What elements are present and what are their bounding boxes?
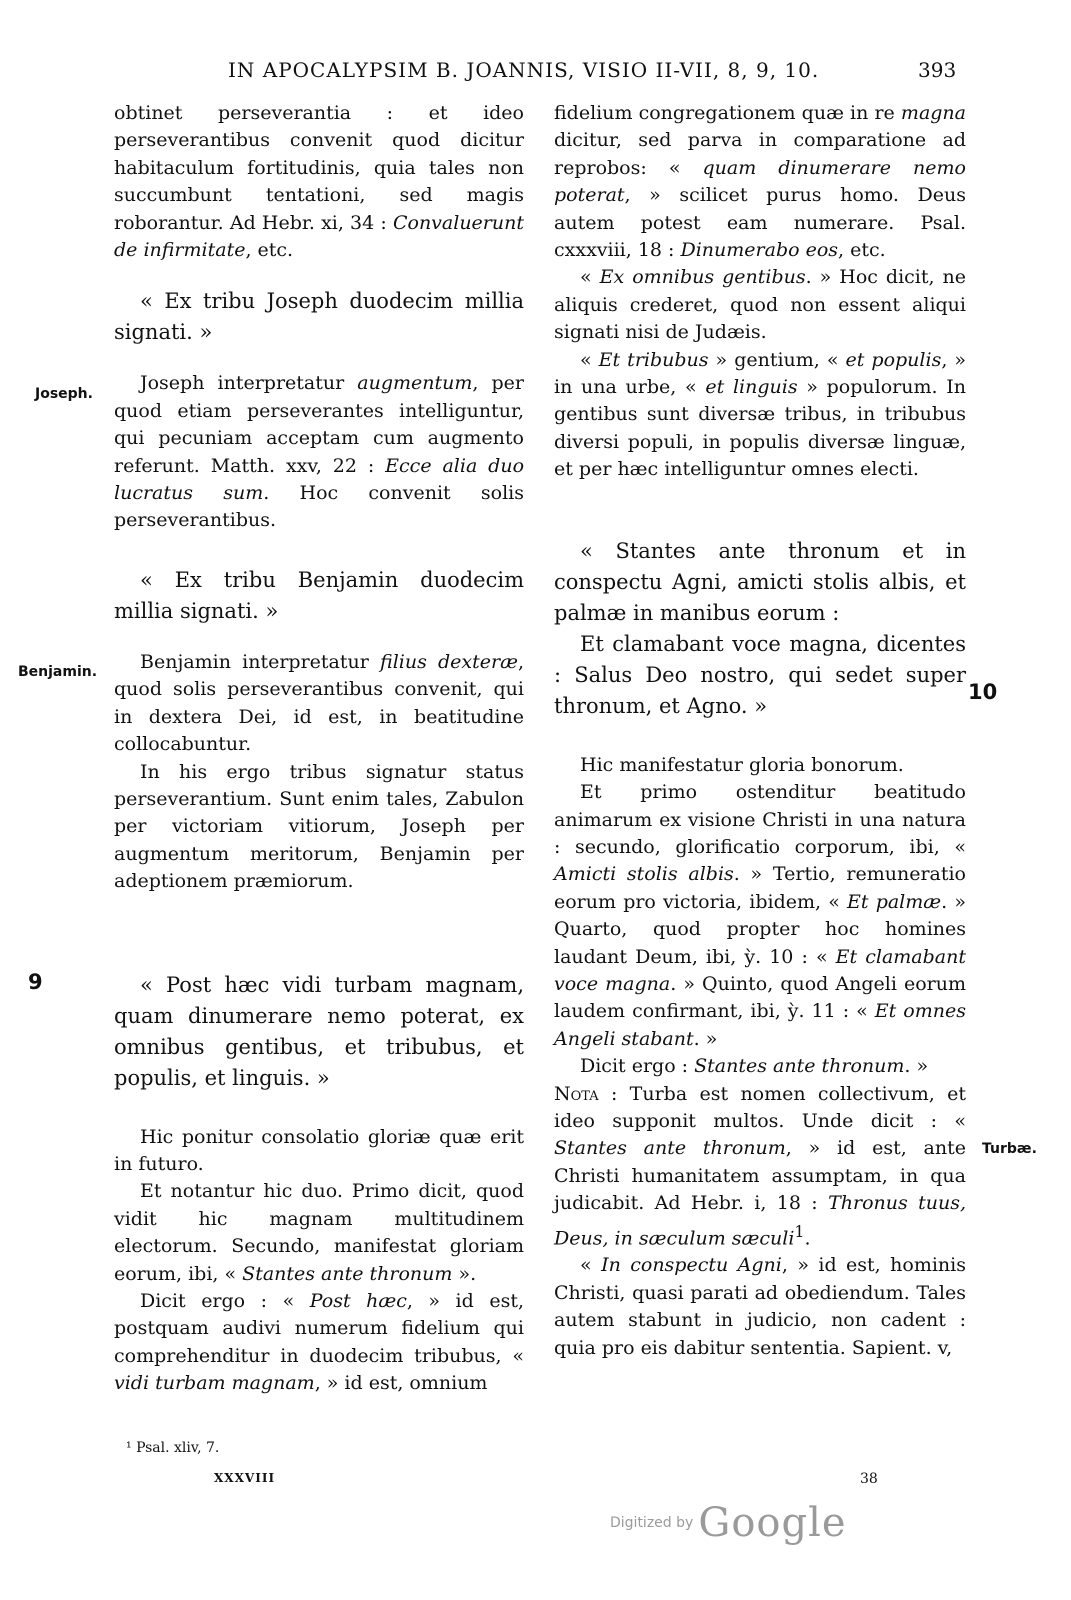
paragraph: « Ex omnibus gentibus. » Hoc dicit, ne aliquis crederet, quod non essent aliqui signati nisi de Judæis. [554,266,967,344]
watermark-small-text: Digitized by [610,1515,694,1531]
paragraph: « Et tribubus » gentium, « et populis, » in una urbe, « et linguis » populorum. In gentibus sunt diversæ tribus, in tribubus diversi populi, in populis diversæ linguæ, et per hæc intelliguntur omnes electi. [554,348,967,481]
margin-note-turbae: Turbæ. [982,1141,1037,1157]
paragraph: Dicit ergo : « Post hæc, » id est, postquam audivi numerum fidelium qui comprehenditur in duodecim tribubus, « vidi turbam magnam, » id est, omnium [114,1289,524,1395]
margin-note-benjamin: Benjamin. [18,664,98,680]
paragraph: Et notantur hic duo. Primo dicit, quod vidit hic magnam multitudinem electorum. Secundo, manifestat gloriam eorum, ibi, « Stantes ante thronum ». [114,1180,524,1285]
left-column [114,100,524,1398]
scripture-quote: « Post hæc vidi turbam magnam, quam dinumerare nemo poterat, ex omnibus gentibus, et tribubus, et populis, et linguis. » [114,972,524,1090]
paragraph: obtinet perseverantia : et ideo perseverantibus convenit quod dicitur habitaculum fortitudinis, quia tales non succumbunt tentationi, sed magis roborantur. Ad Hebr. xi, 34 : Convaluerunt de infirmitate, etc. [114,102,524,262]
scripture-quote: Et clamabant voce magna, dicentes : Salus Deo nostro, qui sedet super thronum, et Agno. » [554,631,966,718]
verse-number-10: 10 [968,680,998,704]
paragraph: Hic ponitur consolatio gloriæ quæ erit in futuro. [114,1125,524,1175]
running-title: IN APOCALYPSIM B. JOANNIS, VISIO II-VII, 8, 9, 10. [228,58,820,82]
scripture-quote: « Stantes ante thronum et in conspectu Agni, amicti stolis albis, et palmæ in manibus eorum : [554,538,966,625]
paragraph: Benjamin interpretatur filius dexteræ, quod solis perseverantibus convenit, qui in dextera Dei, id est, in beatitudine collocabuntur. [114,650,524,756]
digitized-by-watermark [610,1500,847,1546]
margin-note-joseph: Joseph. [35,386,93,402]
folio-number: 38 [860,1471,878,1487]
scripture-quote: « Ex tribu Benjamin duodecim millia signati. » [114,567,524,623]
paragraph: « In conspectu Agni, » id est, hominis Christi, quasi parati ad obediendum. Tales autem stabunt in judicio, non cadent : quia pro eis dabitur sententia. Sapient. v, [554,1254,966,1359]
paragraph: Nota : Turba est nomen collectivum, et ideo supponit multos. Unde dicit : « Stantes ante thronum, » id est, ante Christi humanitatem assumptam, in qua judicabit. Ad Hebr. i, 18 : Thronus tuus, Deus, in sæculum sæculi$^1$. [554,1082,967,1249]
signature-mark: XXXVIII [214,1471,276,1485]
paragraph: fidelium congregationem quæ in re magna dicitur, sed parva in comparatione ad reprobos: « quam dinumerare nemo poterat, » scilicet purus homo. Deus autem potest eam numerare. Psal. cxxxviii, 18 : Dinumerabo eos, etc. [554,102,966,262]
paragraph: Joseph interpretatur augmentum, per quod etiam perseverantes intelliguntur, qui pecuniam acceptam cum augmento referunt. Matth. xxv, 22 : Ecce alia duo lucratus sum. Hoc convenit solis perseverantibus. [114,372,525,532]
paragraph: Et primo ostenditur beatitudo animarum ex visione Christi in una natura : secundo, glorificatio corporum, ibi, « Amicti stolis albis. » Tertio, remuneratio eorum pro victoria, ibidem, « Et palmæ. » Quarto, quod propter hoc homines laudant Deum, ibi, ỳ. 10 : « Et clamabant voce magna. » Quinto, quod Angeli eorum laudem confirmant, ibi, ỳ. 11 : « Et omnes Angeli stabant. » [554,781,967,1050]
verse-number-9: 9 [28,970,43,994]
paragraph: In his ergo tribus signatur status perseverantium. Sunt enim tales, Zabulon per victoriam vitiorum, Joseph per augmentum meritorum, Benjamin per adeptionem præmiorum. [114,760,524,893]
paragraph: Dicit ergo : Stantes ante thronum. » [580,1055,929,1078]
scripture-quote: « Ex tribu Joseph duodecim millia signati. » [114,289,524,345]
paragraph: Hic manifestatur gloria bonorum. [580,753,904,776]
footnote: ¹ Psal. xliv, 7. [126,1440,220,1456]
google-logo: Google [698,1500,847,1546]
right-column [554,100,966,1362]
running-header [0,58,1071,92]
page-number: 393 [918,58,957,82]
